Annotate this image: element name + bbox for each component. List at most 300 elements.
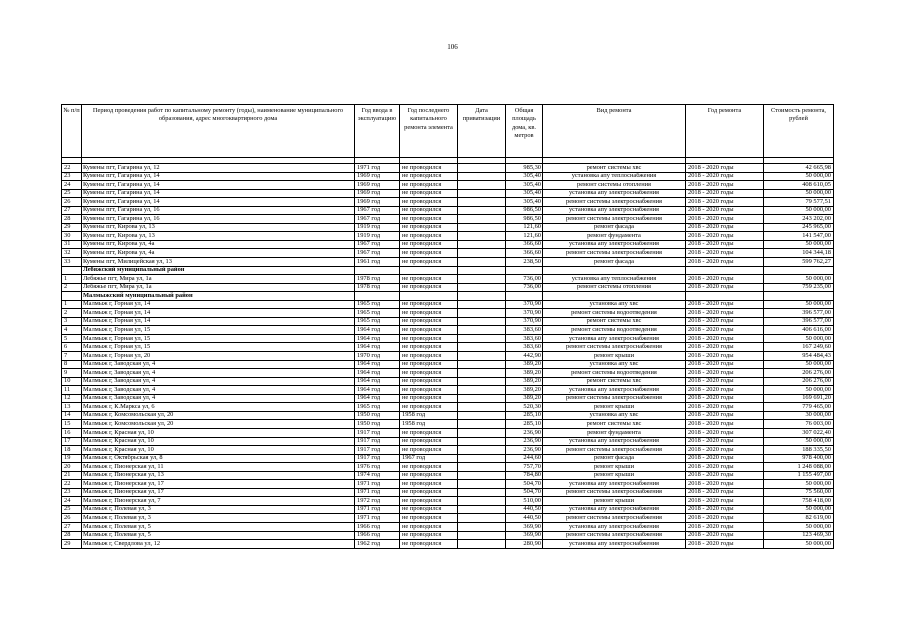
repair-period: 2018 - 2020 годы <box>686 497 764 506</box>
repair-cost: 167 249,60 <box>764 343 834 352</box>
header-commission-year: Год ввода в эксплуатацию <box>355 105 400 158</box>
repair-type: ремонт крыши <box>543 497 686 506</box>
section-empty-cell <box>400 266 458 275</box>
privatization-date <box>458 411 506 420</box>
section-empty-cell <box>506 292 543 301</box>
total-area: 285,10 <box>506 411 543 420</box>
total-area: 370,90 <box>506 309 543 318</box>
repair-type: установка апу электроснабжения <box>543 240 686 249</box>
table-row <box>62 317 834 326</box>
repair-period: 2018 - 2020 годы <box>686 386 764 395</box>
repair-period: 2018 - 2020 годы <box>686 369 764 378</box>
repair-cost: 779 465,00 <box>764 403 834 412</box>
address: Кумены пгт, Кирова ул, 4а <box>82 240 355 249</box>
section-num-cell <box>62 266 82 275</box>
row-number: 8 <box>62 360 82 369</box>
commission-year: 1917 год <box>355 454 400 463</box>
repair-cost: 42 665,98 <box>764 164 834 173</box>
privatization-date <box>458 497 506 506</box>
privatization-date <box>458 540 506 549</box>
address: Малмыж г, Горная ул, 14 <box>82 317 355 326</box>
repair-cost: 50 000,00 <box>764 360 834 369</box>
last-repair-year: не проводился <box>400 446 458 455</box>
total-area: 370,90 <box>506 300 543 309</box>
commission-year: 1971 год <box>355 488 400 497</box>
repair-cost: 50 000,00 <box>764 172 834 181</box>
repair-type: ремонт системы хвс <box>543 420 686 429</box>
table-row <box>62 480 834 489</box>
address: Кумены пгт, Гагарина ул, 14 <box>82 189 355 198</box>
repair-type: установка апу электроснабжения <box>543 522 686 531</box>
total-area: 504,70 <box>506 480 543 489</box>
section-empty-cell <box>400 292 458 301</box>
section-title: Малмыжский муниципальный район <box>82 292 355 301</box>
header-num: № п/п <box>62 105 82 158</box>
privatization-date <box>458 522 506 531</box>
repair-period: 2018 - 2020 годы <box>686 334 764 343</box>
address: Кумены пгт, Гагарина ул, 14 <box>82 198 355 207</box>
repair-type: ремонт системы электроснабжения <box>543 514 686 523</box>
repair-period: 2018 - 2020 годы <box>686 505 764 514</box>
repair-cost: 50 000,00 <box>764 275 834 284</box>
last-repair-year: не проводился <box>400 386 458 395</box>
row-number: 17 <box>62 437 82 446</box>
commission-year: 1967 год <box>355 215 400 224</box>
repair-cost: 50 000,00 <box>764 522 834 531</box>
commission-year: 1965 год <box>355 300 400 309</box>
last-repair-year: не проводился <box>400 258 458 267</box>
commission-year: 1967 год <box>355 206 400 215</box>
repair-cost: 50 000,00 <box>764 540 834 549</box>
table-row <box>62 420 834 429</box>
privatization-date <box>458 360 506 369</box>
table-row <box>62 488 834 497</box>
total-area: 440,50 <box>506 514 543 523</box>
privatization-date <box>458 420 506 429</box>
privatization-date <box>458 309 506 318</box>
table-row <box>62 198 834 207</box>
table-row <box>62 463 834 472</box>
commission-year: 1964 год <box>355 386 400 395</box>
privatization-date <box>458 454 506 463</box>
repair-type: установка апу электроснабжения <box>543 540 686 549</box>
total-area: 121,60 <box>506 232 543 241</box>
last-repair-year: не проводился <box>400 369 458 378</box>
row-number: 28 <box>62 215 82 224</box>
total-area: 389,20 <box>506 369 543 378</box>
row-number: 26 <box>62 514 82 523</box>
address: Малмыж г, Заводская ул, 4 <box>82 386 355 395</box>
repair-type: ремонт системы электроснабжения <box>543 198 686 207</box>
commission-year: 1964 год <box>355 334 400 343</box>
repair-cost: 408 610,05 <box>764 181 834 190</box>
total-area: 370,90 <box>506 317 543 326</box>
repair-period: 2018 - 2020 годы <box>686 258 764 267</box>
address: Кумены пгт, Гагарина ул, 16 <box>82 206 355 215</box>
address: Лебяжье пгт, Мира ул, 1а <box>82 275 355 284</box>
privatization-date <box>458 428 506 437</box>
row-number: 14 <box>62 411 82 420</box>
repair-cost: 245 965,00 <box>764 223 834 232</box>
total-area: 305,40 <box>506 198 543 207</box>
row-number: 10 <box>62 377 82 386</box>
repair-period: 2018 - 2020 годы <box>686 240 764 249</box>
address: Кумены пгт, Кирова ул, 13 <box>82 232 355 241</box>
repair-type: ремонт системы хвс <box>543 377 686 386</box>
repair-period: 2018 - 2020 годы <box>686 454 764 463</box>
repair-period: 2018 - 2020 годы <box>686 480 764 489</box>
repair-cost: 50 000,00 <box>764 300 834 309</box>
repair-cost: 978 400,00 <box>764 454 834 463</box>
privatization-date <box>458 437 506 446</box>
repair-type: ремонт системы электроснабжения <box>543 343 686 352</box>
table-row <box>62 360 834 369</box>
repair-cost: 206 276,00 <box>764 369 834 378</box>
commission-year: 1964 год <box>355 369 400 378</box>
table-row <box>62 394 834 403</box>
row-number: 23 <box>62 172 82 181</box>
repair-cost: 307 022,40 <box>764 428 834 437</box>
repair-cost: 123 469,30 <box>764 531 834 540</box>
repair-cost: 141 547,00 <box>764 232 834 241</box>
address: Малмыж г, Пионерская ул, 11 <box>82 463 355 472</box>
row-number: 25 <box>62 505 82 514</box>
address: Малмыж г, Полевая ул, 3 <box>82 505 355 514</box>
table-row <box>62 437 834 446</box>
repair-type: установка апу хвс <box>543 411 686 420</box>
address: Малмыж г, Горная ул, 20 <box>82 352 355 361</box>
repair-cost: 30 000,00 <box>764 411 834 420</box>
privatization-date <box>458 369 506 378</box>
privatization-date <box>458 505 506 514</box>
repair-type: ремонт фундамента <box>543 428 686 437</box>
table-row <box>62 215 834 224</box>
last-repair-year: не проводился <box>400 488 458 497</box>
last-repair-year: не проводился <box>400 514 458 523</box>
header-address: Период проведения работ по капитальному ремонту (годы), наименование муниципального образования, адрес многоквартирного дома <box>82 105 355 158</box>
address: Малмыж г, Октябрьская ул, 8 <box>82 454 355 463</box>
repair-type: установка апу электроснабжения <box>543 505 686 514</box>
commission-year: 1919 год <box>355 232 400 241</box>
privatization-date <box>458 463 506 472</box>
repair-type: ремонт фасада <box>543 223 686 232</box>
repair-type: установка апу электроснабжения <box>543 189 686 198</box>
row-number: 3 <box>62 317 82 326</box>
table-row <box>62 181 834 190</box>
table-row <box>62 522 834 531</box>
row-number: 9 <box>62 369 82 378</box>
repair-type: ремонт фасада <box>543 258 686 267</box>
repair-cost: 76 003,00 <box>764 420 834 429</box>
address: Кумены пгт, Кирова ул, 4а <box>82 249 355 258</box>
table-row <box>62 223 834 232</box>
repair-type: установка апу хвс <box>543 300 686 309</box>
total-area: 986,50 <box>506 206 543 215</box>
table-row <box>62 386 834 395</box>
commission-year: 1976 год <box>355 463 400 472</box>
repair-cost: 50 000,00 <box>764 386 834 395</box>
table-row <box>62 343 834 352</box>
commission-year: 1965 год <box>355 309 400 318</box>
commission-year: 1967 год <box>355 249 400 258</box>
repair-cost: 75 560,00 <box>764 488 834 497</box>
last-repair-year: не проводился <box>400 317 458 326</box>
row-number: 12 <box>62 394 82 403</box>
privatization-date <box>458 189 506 198</box>
table-row <box>62 275 834 284</box>
commission-year: 1964 год <box>355 326 400 335</box>
commission-year: 1917 год <box>355 446 400 455</box>
repair-type: ремонт фундамента <box>543 232 686 241</box>
section-num-cell <box>62 292 82 301</box>
privatization-date <box>458 352 506 361</box>
repair-cost: 758 418,00 <box>764 497 834 506</box>
last-repair-year: не проводился <box>400 326 458 335</box>
table-row <box>62 258 834 267</box>
commission-year: 1971 год <box>355 505 400 514</box>
privatization-date <box>458 446 506 455</box>
row-number: 22 <box>62 164 82 173</box>
address: Малмыж г, Полевая ул, 3 <box>82 514 355 523</box>
section-empty-cell <box>764 292 834 301</box>
repair-period: 2018 - 2020 годы <box>686 428 764 437</box>
last-repair-year: не проводился <box>400 309 458 318</box>
repair-period: 2018 - 2020 годы <box>686 420 764 429</box>
repair-cost: 396 577,00 <box>764 317 834 326</box>
section-row <box>62 266 834 275</box>
privatization-date <box>458 377 506 386</box>
last-repair-year: не проводился <box>400 240 458 249</box>
last-repair-year: не проводился <box>400 540 458 549</box>
privatization-date <box>458 394 506 403</box>
row-number: 2 <box>62 283 82 292</box>
repair-cost: 50 000,00 <box>764 240 834 249</box>
commission-year: 1962 год <box>355 540 400 549</box>
table-row <box>62 206 834 215</box>
total-area: 383,60 <box>506 343 543 352</box>
last-repair-year: 1967 год <box>400 454 458 463</box>
last-repair-year: не проводился <box>400 181 458 190</box>
total-area: 305,40 <box>506 189 543 198</box>
table-row <box>62 471 834 480</box>
commission-year: 1966 год <box>355 531 400 540</box>
repair-type: установка апу теплоснабжения <box>543 275 686 284</box>
last-repair-year: не проводился <box>400 428 458 437</box>
row-number: 24 <box>62 181 82 190</box>
privatization-date <box>458 334 506 343</box>
total-area: 757,70 <box>506 463 543 472</box>
repair-period: 2018 - 2020 годы <box>686 249 764 258</box>
header-cost: Стоимость ремонта, рублей <box>764 105 834 158</box>
section-row <box>62 292 834 301</box>
row-number: 28 <box>62 531 82 540</box>
address: Малмыж г, Свердлова ул, 12 <box>82 540 355 549</box>
privatization-date <box>458 488 506 497</box>
total-area: 238,50 <box>506 258 543 267</box>
total-area: 389,20 <box>506 360 543 369</box>
last-repair-year: не проводился <box>400 522 458 531</box>
table-row <box>62 240 834 249</box>
total-area: 383,60 <box>506 334 543 343</box>
commission-year: 1978 год <box>355 283 400 292</box>
repair-type: ремонт системы отопления <box>543 283 686 292</box>
header-last-repair: Год последнего капитального ремонта элемента <box>400 105 458 158</box>
last-repair-year: не проводился <box>400 352 458 361</box>
privatization-date <box>458 531 506 540</box>
row-number: 18 <box>62 446 82 455</box>
privatization-date <box>458 514 506 523</box>
repair-period: 2018 - 2020 годы <box>686 394 764 403</box>
repair-type: ремонт системы электроснабжения <box>543 531 686 540</box>
repair-cost: 243 202,00 <box>764 215 834 224</box>
row-number: 27 <box>62 522 82 531</box>
repair-period: 2018 - 2020 годы <box>686 215 764 224</box>
row-number: 25 <box>62 189 82 198</box>
last-repair-year: не проводился <box>400 505 458 514</box>
table-row <box>62 497 834 506</box>
total-area: 244,60 <box>506 454 543 463</box>
address: Малмыж г, Комсомольская ул, 20 <box>82 420 355 429</box>
commission-year: 1917 год <box>355 437 400 446</box>
repair-type: ремонт системы хвс <box>543 317 686 326</box>
address: Малмыж г, Горная ул, 14 <box>82 300 355 309</box>
last-repair-year: не проводился <box>400 223 458 232</box>
address: Малмыж г, Комсомольская ул, 20 <box>82 411 355 420</box>
privatization-date <box>458 343 506 352</box>
repair-cost: 954 484,43 <box>764 352 834 361</box>
table-row <box>62 514 834 523</box>
total-area: 389,20 <box>506 386 543 395</box>
last-repair-year: не проводился <box>400 394 458 403</box>
repair-type: ремонт системы водоотведения <box>543 369 686 378</box>
repair-period: 2018 - 2020 годы <box>686 181 764 190</box>
privatization-date <box>458 172 506 181</box>
address: Малмыж г, Полевая ул, 5 <box>82 531 355 540</box>
commission-year: 1950 год <box>355 420 400 429</box>
total-area: 383,60 <box>506 326 543 335</box>
commission-year: 1964 год <box>355 360 400 369</box>
repair-period: 2018 - 2020 годы <box>686 360 764 369</box>
repair-type: ремонт системы водоотведения <box>543 326 686 335</box>
last-repair-year: не проводился <box>400 437 458 446</box>
row-number: 15 <box>62 420 82 429</box>
total-area: 236,90 <box>506 437 543 446</box>
privatization-date <box>458 232 506 241</box>
address: Малмыж г, Горная ул, 15 <box>82 334 355 343</box>
repair-period: 2018 - 2020 годы <box>686 522 764 531</box>
repair-period: 2018 - 2020 годы <box>686 411 764 420</box>
repair-cost: 169 691,20 <box>764 394 834 403</box>
total-area: 504,70 <box>506 488 543 497</box>
repair-period: 2018 - 2020 годы <box>686 514 764 523</box>
last-repair-year: не проводился <box>400 334 458 343</box>
address: Малмыж г, Горная ул, 15 <box>82 343 355 352</box>
table-row <box>62 172 834 181</box>
address: Малмыж г, Красная ул, 10 <box>82 428 355 437</box>
repair-type: ремонт фасада <box>543 454 686 463</box>
commission-year: 1971 год <box>355 514 400 523</box>
table-header-row <box>62 105 834 158</box>
repair-type: ремонт системы электроснабжения <box>543 488 686 497</box>
repair-period: 2018 - 2020 годы <box>686 164 764 173</box>
last-repair-year: не проводился <box>400 275 458 284</box>
total-area: 986,50 <box>506 215 543 224</box>
table-row <box>62 309 834 318</box>
row-number: 5 <box>62 334 82 343</box>
last-repair-year: не проводился <box>400 471 458 480</box>
last-repair-year: не проводился <box>400 164 458 173</box>
commission-year: 1971 год <box>355 164 400 173</box>
row-number: 11 <box>62 386 82 395</box>
privatization-date <box>458 240 506 249</box>
repair-period: 2018 - 2020 годы <box>686 206 764 215</box>
last-repair-year: не проводился <box>400 206 458 215</box>
table-row <box>62 326 834 335</box>
commission-year: 1965 год <box>355 403 400 412</box>
section-empty-cell <box>686 292 764 301</box>
address: Малмыж г, Пионерская ул, 17 <box>82 480 355 489</box>
repair-type: ремонт системы электроснабжения <box>543 394 686 403</box>
repair-type: ремонт крыши <box>543 403 686 412</box>
repair-period: 2018 - 2020 годы <box>686 437 764 446</box>
table-row <box>62 232 834 241</box>
repair-period: 2018 - 2020 годы <box>686 403 764 412</box>
repair-type: установка апу электроснабжения <box>543 386 686 395</box>
address: Малмыж г, Пионерская ул, 17 <box>82 488 355 497</box>
total-area: 442,90 <box>506 352 543 361</box>
privatization-date <box>458 198 506 207</box>
repair-cost: 396 577,00 <box>764 309 834 318</box>
repair-period: 2018 - 2020 годы <box>686 377 764 386</box>
last-repair-year: не проводился <box>400 531 458 540</box>
last-repair-year: не проводился <box>400 215 458 224</box>
privatization-date <box>458 215 506 224</box>
privatization-date <box>458 317 506 326</box>
table-row <box>62 283 834 292</box>
repair-cost: 79 577,51 <box>764 198 834 207</box>
repair-period: 2018 - 2020 годы <box>686 463 764 472</box>
address: Кумены пгт, Гагарина ул, 12 <box>82 164 355 173</box>
last-repair-year: не проводился <box>400 497 458 506</box>
row-number: 23 <box>62 488 82 497</box>
commission-year: 1966 год <box>355 522 400 531</box>
table-row <box>62 352 834 361</box>
table-row <box>62 377 834 386</box>
privatization-date <box>458 223 506 232</box>
privatization-date <box>458 300 506 309</box>
last-repair-year: не проводился <box>400 463 458 472</box>
total-area: 389,20 <box>506 394 543 403</box>
commission-year: 1961 год <box>355 258 400 267</box>
last-repair-year: не проводился <box>400 189 458 198</box>
repair-period: 2018 - 2020 годы <box>686 326 764 335</box>
address: Малмыж г, Красная ул, 10 <box>82 446 355 455</box>
table-row <box>62 411 834 420</box>
repair-type: ремонт системы электроснабжения <box>543 446 686 455</box>
last-repair-year: не проводился <box>400 377 458 386</box>
commission-year: 1919 год <box>355 223 400 232</box>
privatization-date <box>458 164 506 173</box>
row-number: 1 <box>62 275 82 284</box>
section-empty-cell <box>458 292 506 301</box>
commission-year: 1969 год <box>355 198 400 207</box>
table-row <box>62 369 834 378</box>
row-number: 30 <box>62 232 82 241</box>
privatization-date <box>458 206 506 215</box>
table-row <box>62 189 834 198</box>
address: Кумены пгт, Кирова ул, 13 <box>82 223 355 232</box>
privatization-date <box>458 181 506 190</box>
